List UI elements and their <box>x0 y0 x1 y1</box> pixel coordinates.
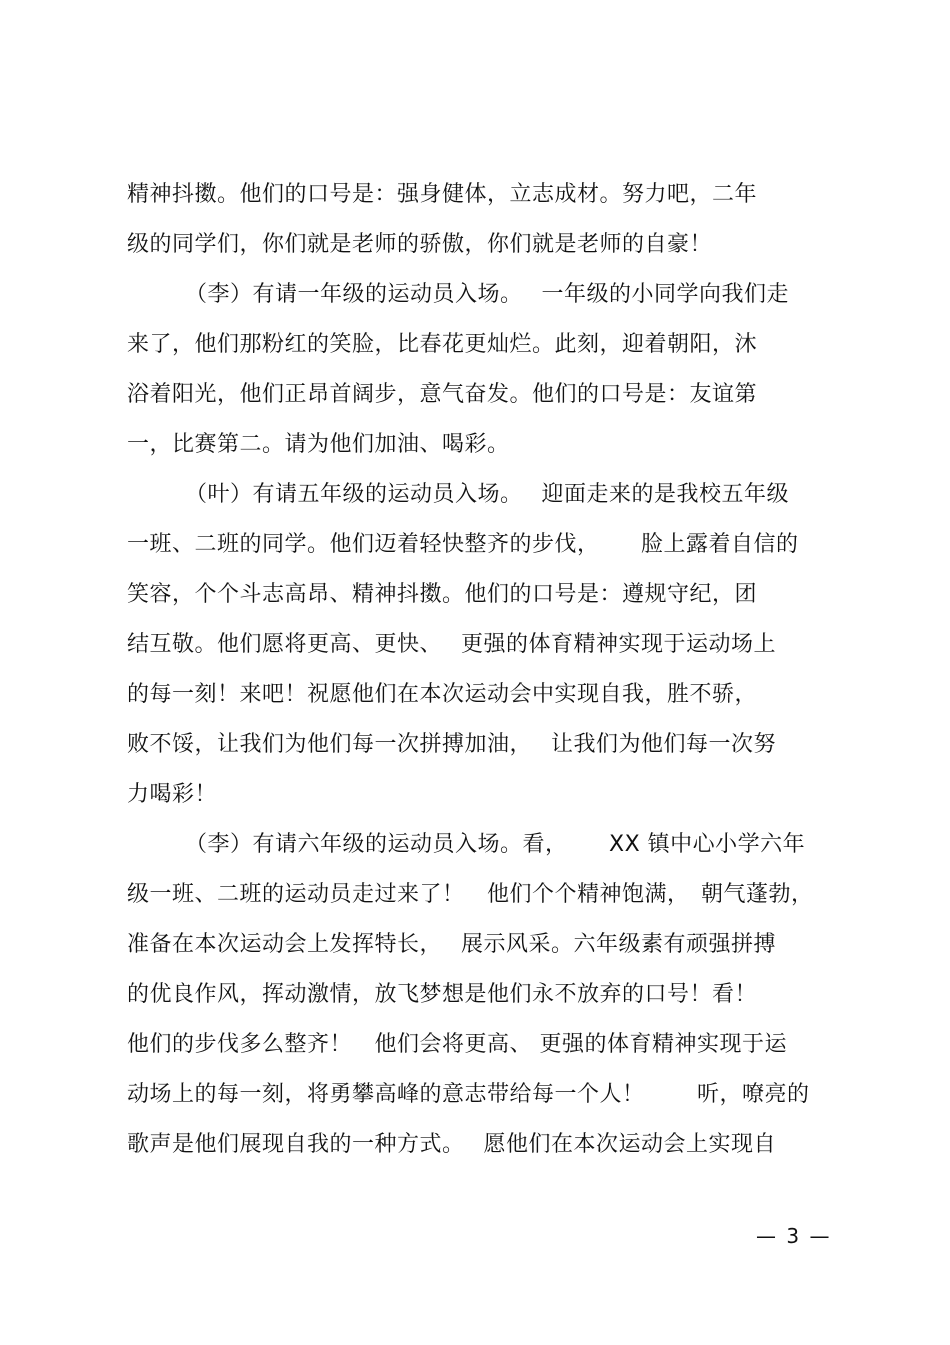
text-line: 精神抖擞。他们的口号是：强身健体，立志成材。努力吧，二年 <box>127 182 758 207</box>
paragraph-first-line: （叶）有请五年级的运动员入场。 迎面走来的是我校五年级 <box>185 482 789 507</box>
text-line: 一，比赛第二。请为他们加油、喝彩。 <box>127 432 510 457</box>
text-line: 他们的步伐多么整齐！ 他们会将更高、 更强的体育精神实现于运 <box>127 1032 787 1057</box>
paragraph-first-line: （李）有请一年级的运动员入场。 一年级的小同学向我们走 <box>185 282 789 307</box>
text-line: 力喝彩！ <box>127 782 218 807</box>
text-line: 级的同学们，你们就是老师的骄傲，你们就是老师的自豪！ <box>127 232 713 257</box>
text-line: 歌声是他们展现自我的一种方式。 愿他们在本次运动会上实现自 <box>127 1132 776 1157</box>
text-line: 一班、二班的同学。他们迈着轻快整齐的步伐， 脸上露着自信的 <box>127 532 799 557</box>
text-line: 结互敬。他们愿将更高、更快、 更强的体育精神实现于运动场上 <box>127 632 776 657</box>
paragraph-first-line: （李）有请六年级的运动员入场。看， XX 镇中心小学六年 <box>185 832 806 857</box>
text-line: 动场上的每一刻，将勇攀高峰的意志带给每一个人！ 听，嘹亮的 <box>127 1082 810 1107</box>
text-line: 败不馁，让我们为他们每一次拼搏加油， 让我们为他们每一次努 <box>127 732 776 757</box>
text-line: 来了，他们那粉红的笑脸，比春花更灿烂。此刻，迎着朝阳，沐 <box>127 332 758 357</box>
text-line: 浴着阳光，他们正昂首阔步，意气奋发。他们的口号是：友谊第 <box>127 382 758 407</box>
text-line: 笑容，个个斗志高昂、精神抖擞。他们的口号是：遵规守纪，团 <box>127 582 758 607</box>
text-line: 的优良作风，挥动激情，放飞梦想是他们永不放弃的口号！看！ <box>127 982 758 1007</box>
text-line: 的每一刻！来吧！祝愿他们在本次运动会中实现自我，胜不骄， <box>127 682 758 707</box>
text-line: 准备在本次运动会上发挥特长， 展示风采。六年级素有顽强拼搏 <box>127 932 776 957</box>
text-line: 级一班、二班的运动员走过来了！ 他们个个精神饱满， 朝气蓬勃， <box>127 882 814 907</box>
page-number: — 3 — <box>756 1224 832 1248</box>
